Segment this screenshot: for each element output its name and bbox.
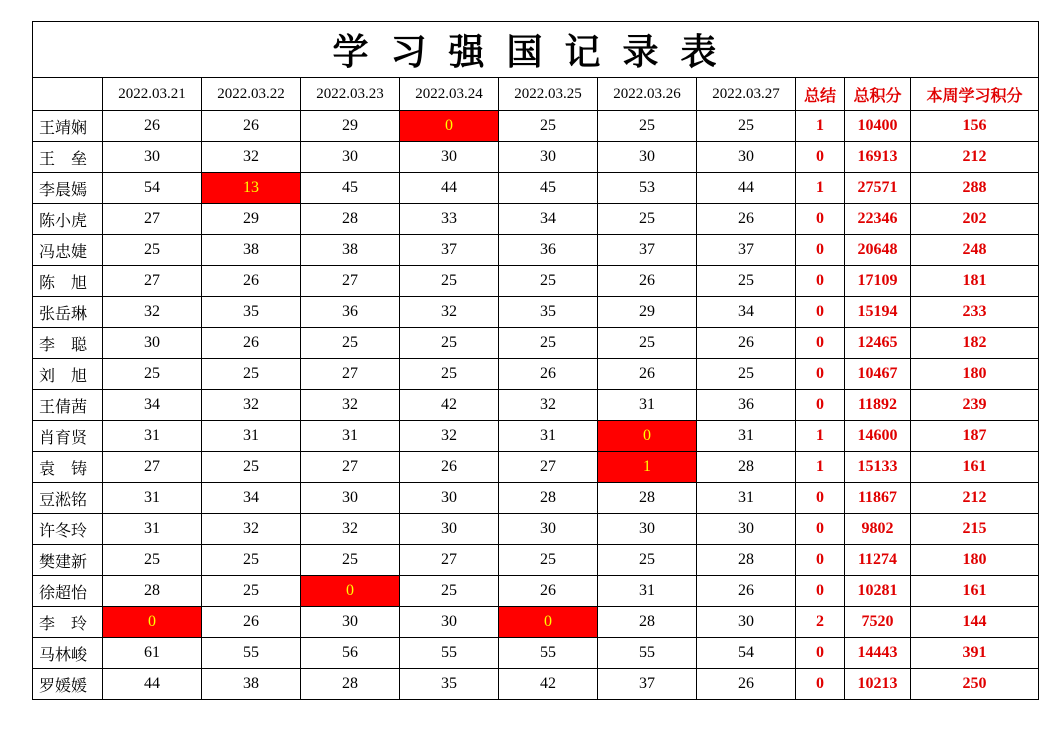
daily-score-cell: 30 xyxy=(103,328,202,359)
daily-score-cell: 34 xyxy=(202,483,301,514)
daily-score-cell: 38 xyxy=(301,235,400,266)
daily-score-cell: 53 xyxy=(598,173,697,204)
summary-cell: 1 xyxy=(796,173,845,204)
total-points-cell: 14443 xyxy=(845,638,911,669)
daily-score-cell: 28 xyxy=(499,483,598,514)
week-points-cell: 144 xyxy=(911,607,1039,638)
daily-score-cell: 26 xyxy=(400,452,499,483)
member-name-cell: 樊建新 xyxy=(33,545,103,576)
daily-score-cell: 32 xyxy=(103,297,202,328)
daily-score-cell: 30 xyxy=(697,607,796,638)
daily-score-cell: 55 xyxy=(202,638,301,669)
daily-score-cell: 26 xyxy=(202,328,301,359)
daily-score-cell: 31 xyxy=(202,421,301,452)
daily-score-cell: 27 xyxy=(301,359,400,390)
total-points-cell: 11274 xyxy=(845,545,911,576)
daily-score-cell: 36 xyxy=(301,297,400,328)
week-points-cell: 215 xyxy=(911,514,1039,545)
daily-score-cell: 27 xyxy=(301,452,400,483)
table-row xyxy=(33,266,1039,297)
summary-cell: 0 xyxy=(796,669,845,700)
daily-score-cell: 31 xyxy=(301,421,400,452)
week-points-cell: 248 xyxy=(911,235,1039,266)
total-points-cell: 22346 xyxy=(845,204,911,235)
total-points-cell: 7520 xyxy=(845,607,911,638)
daily-score-cell: 31 xyxy=(598,576,697,607)
daily-score-cell: 54 xyxy=(103,173,202,204)
daily-score-cell: 25 xyxy=(697,111,796,142)
table-row xyxy=(33,328,1039,359)
daily-score-cell: 37 xyxy=(598,669,697,700)
daily-score-cell: 35 xyxy=(202,297,301,328)
daily-score-cell: 34 xyxy=(697,297,796,328)
week-points-cell: 156 xyxy=(911,111,1039,142)
table-row xyxy=(33,638,1039,669)
member-name-cell: 肖育贤 xyxy=(33,421,103,452)
daily-score-cell: 37 xyxy=(697,235,796,266)
summary-cell: 0 xyxy=(796,359,845,390)
member-name-cell: 罗媛媛 xyxy=(33,669,103,700)
daily-score-cell: 25 xyxy=(499,545,598,576)
daily-score-cell: 26 xyxy=(202,607,301,638)
table-body xyxy=(33,22,1039,700)
member-name-cell: 冯忠婕 xyxy=(33,235,103,266)
total-points-cell: 10467 xyxy=(845,359,911,390)
daily-score-cell: 44 xyxy=(103,669,202,700)
total-points-cell: 12465 xyxy=(845,328,911,359)
table-row xyxy=(33,607,1039,638)
daily-score-cell: 26 xyxy=(499,359,598,390)
table-row xyxy=(33,483,1039,514)
total-points-cell: 11892 xyxy=(845,390,911,421)
daily-score-cell: 32 xyxy=(202,514,301,545)
daily-score-cell: 32 xyxy=(400,421,499,452)
table-row xyxy=(33,421,1039,452)
summary-cell: 0 xyxy=(796,142,845,173)
member-name-cell: 李晨嫣 xyxy=(33,173,103,204)
daily-score-cell: 56 xyxy=(301,638,400,669)
daily-score-cell: 45 xyxy=(301,173,400,204)
table-row xyxy=(33,173,1039,204)
daily-score-cell: 31 xyxy=(103,514,202,545)
daily-score-cell: 35 xyxy=(400,669,499,700)
member-name-cell: 陈 旭 xyxy=(33,266,103,297)
daily-score-cell: 30 xyxy=(598,142,697,173)
week-points-cell: 233 xyxy=(911,297,1039,328)
daily-score-cell: 31 xyxy=(103,483,202,514)
daily-score-cell: 38 xyxy=(202,669,301,700)
daily-score-cell: 25 xyxy=(598,111,697,142)
daily-score-cell: 31 xyxy=(499,421,598,452)
daily-score-cell: 33 xyxy=(400,204,499,235)
daily-score-cell: 30 xyxy=(400,607,499,638)
summary-cell: 1 xyxy=(796,452,845,483)
header-date: 2022.03.27 xyxy=(697,78,796,111)
daily-score-cell: 26 xyxy=(697,669,796,700)
member-name-cell: 王靖娴 xyxy=(33,111,103,142)
daily-score-cell: 34 xyxy=(103,390,202,421)
daily-score-cell: 32 xyxy=(301,390,400,421)
record-sheet xyxy=(32,21,1038,709)
daily-score-cell: 29 xyxy=(598,297,697,328)
summary-cell: 0 xyxy=(796,576,845,607)
total-points-cell: 16913 xyxy=(845,142,911,173)
daily-score-cell: 32 xyxy=(499,390,598,421)
table-row xyxy=(33,514,1039,545)
daily-score-cell-flagged: 0 xyxy=(400,111,499,142)
header-date: 2022.03.22 xyxy=(202,78,301,111)
daily-score-cell: 25 xyxy=(202,545,301,576)
daily-score-cell: 32 xyxy=(400,297,499,328)
daily-score-cell: 44 xyxy=(400,173,499,204)
daily-score-cell: 28 xyxy=(301,669,400,700)
week-points-cell: 181 xyxy=(911,266,1039,297)
daily-score-cell: 28 xyxy=(301,204,400,235)
daily-score-cell: 27 xyxy=(499,452,598,483)
member-name-cell: 王 垒 xyxy=(33,142,103,173)
daily-score-cell: 31 xyxy=(697,483,796,514)
daily-score-cell: 34 xyxy=(499,204,598,235)
daily-score-cell: 25 xyxy=(499,266,598,297)
header-week-points: 本周学习积分 xyxy=(911,78,1039,111)
week-points-cell: 212 xyxy=(911,142,1039,173)
week-points-cell: 182 xyxy=(911,328,1039,359)
daily-score-cell: 25 xyxy=(499,111,598,142)
daily-score-cell: 25 xyxy=(598,328,697,359)
daily-score-cell: 26 xyxy=(103,111,202,142)
daily-score-cell-flagged: 0 xyxy=(598,421,697,452)
table-row xyxy=(33,204,1039,235)
daily-score-cell: 25 xyxy=(103,545,202,576)
member-name-cell: 袁 铸 xyxy=(33,452,103,483)
daily-score-cell: 30 xyxy=(697,142,796,173)
summary-cell: 0 xyxy=(796,390,845,421)
daily-score-cell: 25 xyxy=(202,452,301,483)
daily-score-cell: 25 xyxy=(400,576,499,607)
daily-score-cell: 25 xyxy=(598,204,697,235)
daily-score-cell: 27 xyxy=(103,204,202,235)
week-points-cell: 288 xyxy=(911,173,1039,204)
table-row xyxy=(33,545,1039,576)
daily-score-cell: 25 xyxy=(301,545,400,576)
daily-score-cell: 28 xyxy=(697,452,796,483)
daily-score-cell: 30 xyxy=(301,607,400,638)
week-points-cell: 202 xyxy=(911,204,1039,235)
daily-score-cell: 26 xyxy=(202,266,301,297)
member-name-cell: 王倩茜 xyxy=(33,390,103,421)
daily-score-cell: 25 xyxy=(103,359,202,390)
daily-score-cell: 28 xyxy=(103,576,202,607)
daily-score-cell: 30 xyxy=(598,514,697,545)
week-points-cell: 250 xyxy=(911,669,1039,700)
total-points-cell: 9802 xyxy=(845,514,911,545)
daily-score-cell: 25 xyxy=(400,328,499,359)
member-name-cell: 徐超怡 xyxy=(33,576,103,607)
sheet-title: 学习强国记录表 xyxy=(33,22,1039,78)
daily-score-cell: 44 xyxy=(697,173,796,204)
week-points-cell: 180 xyxy=(911,545,1039,576)
member-name-cell: 许冬玲 xyxy=(33,514,103,545)
week-points-cell: 161 xyxy=(911,452,1039,483)
daily-score-cell: 26 xyxy=(598,266,697,297)
total-points-cell: 10213 xyxy=(845,669,911,700)
week-points-cell: 212 xyxy=(911,483,1039,514)
table-row xyxy=(33,297,1039,328)
summary-cell: 0 xyxy=(796,328,845,359)
daily-score-cell: 30 xyxy=(400,483,499,514)
member-name-cell: 豆淞铭 xyxy=(33,483,103,514)
daily-score-cell: 28 xyxy=(697,545,796,576)
daily-score-cell: 30 xyxy=(400,142,499,173)
table-row xyxy=(33,111,1039,142)
week-points-cell: 239 xyxy=(911,390,1039,421)
summary-cell: 0 xyxy=(796,514,845,545)
week-points-cell: 187 xyxy=(911,421,1039,452)
daily-score-cell: 45 xyxy=(499,173,598,204)
week-points-cell: 161 xyxy=(911,576,1039,607)
daily-score-cell: 55 xyxy=(499,638,598,669)
table-row xyxy=(33,235,1039,266)
daily-score-cell-flagged: 1 xyxy=(598,452,697,483)
table-row xyxy=(33,452,1039,483)
daily-score-cell: 25 xyxy=(301,328,400,359)
daily-score-cell: 42 xyxy=(400,390,499,421)
daily-score-cell: 30 xyxy=(301,142,400,173)
header-summary: 总结 xyxy=(796,78,845,111)
header-date: 2022.03.21 xyxy=(103,78,202,111)
daily-score-cell: 35 xyxy=(499,297,598,328)
total-points-cell: 11867 xyxy=(845,483,911,514)
header-total-points: 总积分 xyxy=(845,78,911,111)
daily-score-cell-flagged: 13 xyxy=(202,173,301,204)
daily-score-cell: 26 xyxy=(202,111,301,142)
daily-score-cell: 30 xyxy=(697,514,796,545)
daily-score-cell: 55 xyxy=(598,638,697,669)
member-name-cell: 张岳琳 xyxy=(33,297,103,328)
week-points-cell: 180 xyxy=(911,359,1039,390)
member-name-cell: 李 玲 xyxy=(33,607,103,638)
daily-score-cell: 29 xyxy=(301,111,400,142)
daily-score-cell: 30 xyxy=(499,142,598,173)
total-points-cell: 27571 xyxy=(845,173,911,204)
summary-cell: 1 xyxy=(796,111,845,142)
daily-score-cell: 25 xyxy=(103,235,202,266)
record-table xyxy=(32,21,1039,700)
daily-score-cell: 29 xyxy=(202,204,301,235)
daily-score-cell: 37 xyxy=(400,235,499,266)
daily-score-cell: 54 xyxy=(697,638,796,669)
daily-score-cell: 27 xyxy=(103,452,202,483)
total-points-cell: 10281 xyxy=(845,576,911,607)
header-name-cell xyxy=(33,78,103,111)
daily-score-cell: 26 xyxy=(697,576,796,607)
member-name-cell: 刘 旭 xyxy=(33,359,103,390)
daily-score-cell: 26 xyxy=(598,359,697,390)
daily-score-cell: 27 xyxy=(400,545,499,576)
header-date: 2022.03.26 xyxy=(598,78,697,111)
daily-score-cell: 25 xyxy=(400,359,499,390)
daily-score-cell: 36 xyxy=(499,235,598,266)
table-row xyxy=(33,576,1039,607)
total-points-cell: 15133 xyxy=(845,452,911,483)
daily-score-cell: 32 xyxy=(202,390,301,421)
daily-score-cell: 25 xyxy=(400,266,499,297)
daily-score-cell: 31 xyxy=(103,421,202,452)
daily-score-cell: 38 xyxy=(202,235,301,266)
total-points-cell: 15194 xyxy=(845,297,911,328)
daily-score-cell: 30 xyxy=(301,483,400,514)
summary-cell: 0 xyxy=(796,266,845,297)
daily-score-cell: 30 xyxy=(499,514,598,545)
daily-score-cell: 26 xyxy=(697,204,796,235)
daily-score-cell: 30 xyxy=(103,142,202,173)
header-row xyxy=(33,78,1039,111)
daily-score-cell: 27 xyxy=(301,266,400,297)
member-name-cell: 马林峻 xyxy=(33,638,103,669)
daily-score-cell: 32 xyxy=(202,142,301,173)
daily-score-cell: 28 xyxy=(598,483,697,514)
daily-score-cell: 25 xyxy=(499,328,598,359)
header-date: 2022.03.25 xyxy=(499,78,598,111)
daily-score-cell: 36 xyxy=(697,390,796,421)
daily-score-cell: 32 xyxy=(301,514,400,545)
daily-score-cell: 31 xyxy=(598,390,697,421)
summary-cell: 1 xyxy=(796,421,845,452)
daily-score-cell: 61 xyxy=(103,638,202,669)
daily-score-cell: 25 xyxy=(697,359,796,390)
daily-score-cell: 25 xyxy=(697,266,796,297)
daily-score-cell: 42 xyxy=(499,669,598,700)
daily-score-cell: 37 xyxy=(598,235,697,266)
summary-cell: 2 xyxy=(796,607,845,638)
header-date: 2022.03.24 xyxy=(400,78,499,111)
daily-score-cell-flagged: 0 xyxy=(301,576,400,607)
daily-score-cell: 28 xyxy=(598,607,697,638)
table-row xyxy=(33,142,1039,173)
daily-score-cell: 26 xyxy=(697,328,796,359)
member-name-cell: 李 聪 xyxy=(33,328,103,359)
daily-score-cell-flagged: 0 xyxy=(103,607,202,638)
daily-score-cell: 27 xyxy=(103,266,202,297)
table-row xyxy=(33,390,1039,421)
summary-cell: 0 xyxy=(796,545,845,576)
title-row xyxy=(33,22,1039,78)
daily-score-cell: 30 xyxy=(400,514,499,545)
summary-cell: 0 xyxy=(796,638,845,669)
total-points-cell: 17109 xyxy=(845,266,911,297)
total-points-cell: 10400 xyxy=(845,111,911,142)
summary-cell: 0 xyxy=(796,235,845,266)
daily-score-cell: 26 xyxy=(499,576,598,607)
total-points-cell: 14600 xyxy=(845,421,911,452)
table-row xyxy=(33,669,1039,700)
summary-cell: 0 xyxy=(796,297,845,328)
summary-cell: 0 xyxy=(796,483,845,514)
member-name-cell: 陈小虎 xyxy=(33,204,103,235)
week-points-cell: 391 xyxy=(911,638,1039,669)
daily-score-cell-flagged: 0 xyxy=(499,607,598,638)
total-points-cell: 20648 xyxy=(845,235,911,266)
daily-score-cell: 55 xyxy=(400,638,499,669)
daily-score-cell: 31 xyxy=(697,421,796,452)
header-date: 2022.03.23 xyxy=(301,78,400,111)
summary-cell: 0 xyxy=(796,204,845,235)
table-row xyxy=(33,359,1039,390)
daily-score-cell: 25 xyxy=(202,576,301,607)
daily-score-cell: 25 xyxy=(598,545,697,576)
daily-score-cell: 25 xyxy=(202,359,301,390)
